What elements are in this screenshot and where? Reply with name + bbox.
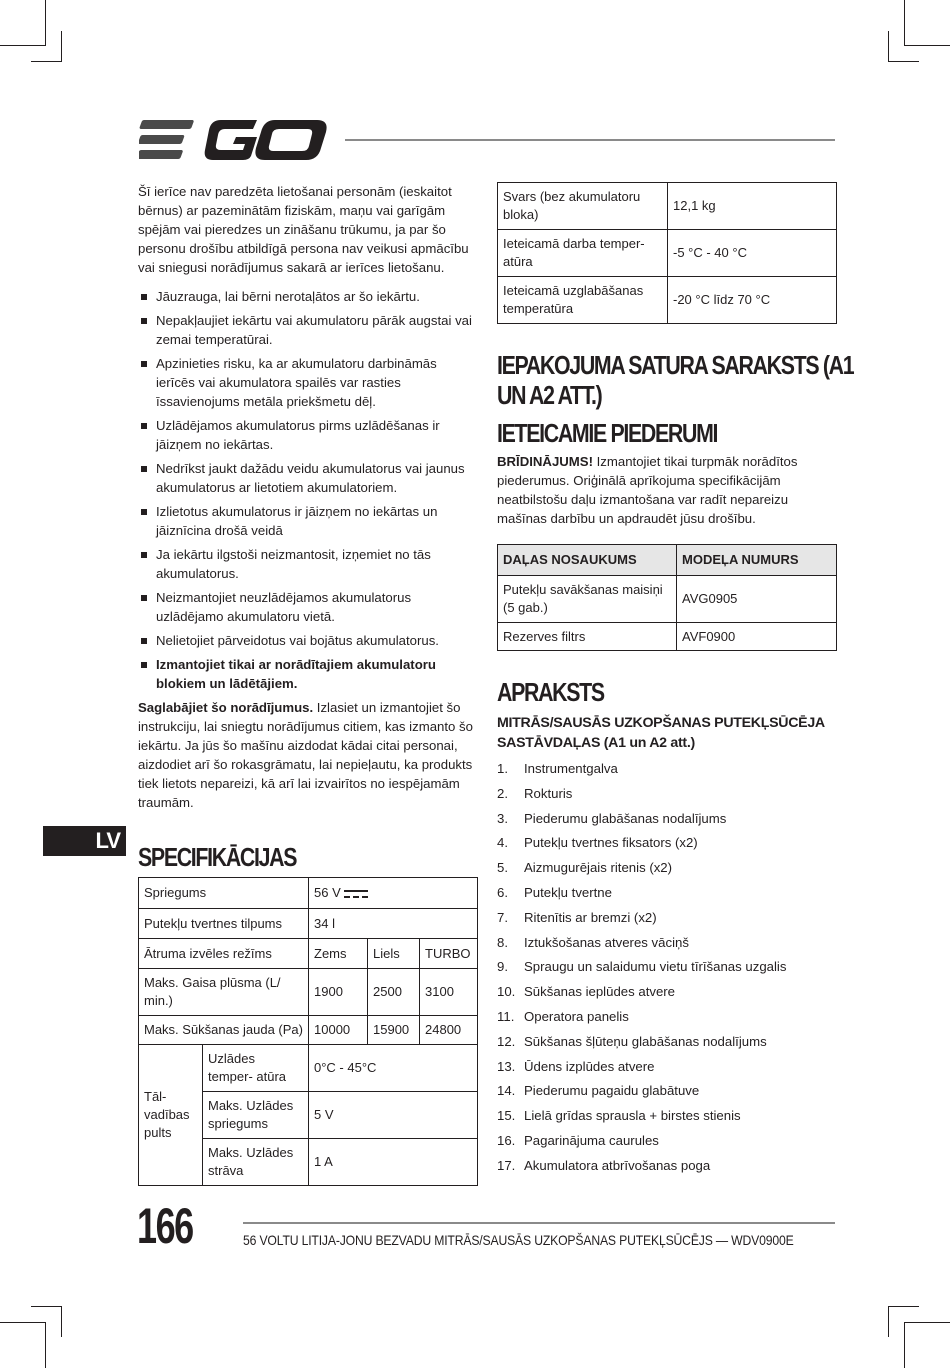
table-row [139, 878, 478, 909]
table-header-row [498, 545, 837, 576]
list-item: 3. Piederumu glabāšanas nodalījums [497, 810, 727, 826]
spec-label: Putekļu tvertnes tilpums [139, 909, 309, 939]
list-item: Jāuzrauga, lai bērni nerotaļātos ar šo iekārtu. [138, 287, 478, 306]
list-item: 13. Ūdens izplūdes atvere [497, 1058, 655, 1074]
list-item: Nelietojiet pārveidotus vai bojātus akumulatorus. [138, 631, 478, 650]
accessories-heading: IETEICAMIE PIEDERUMI [497, 418, 718, 448]
list-item: 17. Akumulatora atbrīvošanas poga [497, 1157, 711, 1173]
spec-value: 1 A [309, 1139, 478, 1186]
bullet-icon [141, 552, 147, 558]
model-number: AVF0900 [677, 623, 837, 651]
table-row [139, 1045, 478, 1092]
list-item: 12. Sūkšanas šļūteņu glabāšanas nodalījums [497, 1033, 767, 1049]
spec-label: Ieteicamā uzglabāšanas temperatūra [498, 277, 668, 324]
spec-value: 0°C - 45°C [309, 1045, 478, 1092]
list-item: 5. Aizmugurējais ritenis (x2) [497, 860, 673, 876]
header-rule [345, 139, 835, 141]
description-subheading: MITRĀS/SAUSĀS UZKOPŠANAS PUTEKĻSŪCĒJA SASTĀVDAĻAS (A1 un A2 att.) [497, 715, 825, 751]
list-item: 2. Rokturis [497, 785, 573, 801]
list-item: 11. Operatora panelis [497, 1008, 629, 1024]
spec-table [138, 877, 478, 1186]
language-tab: LV [43, 826, 126, 856]
table-row [498, 230, 837, 277]
spec-value: 2500 [368, 969, 420, 1016]
spec-value: -20 °C līdz 70 °C [668, 277, 837, 324]
column-header: MODEĻA NUMURS [677, 545, 837, 576]
left-column [138, 182, 478, 1186]
spec-label: Maks. Sūkšanas jauda (Pa) [139, 1016, 309, 1045]
bullet-icon [141, 509, 147, 515]
bullet-icon [141, 318, 147, 324]
list-item: 8. Iztukšošanas atveres vāciņš [497, 934, 689, 950]
bullet-icon [141, 662, 147, 668]
footer-rule [243, 1222, 835, 1224]
safety-list [138, 287, 478, 693]
table-row [139, 909, 478, 939]
save-instructions: Saglabājiet šo norādījumus. Izlasiet un izmantojiet šo instrukciju, lai sniegtu norādījumus citiem, kas izmanto šo iekārtu. Ja jūs šo mašīnu aizdodat kādai citai personai, aizdodiet arī šo rokasgrāmatu, lai nepieļautu, ka produkts tiek lietots nepareizi, kā arī lai izvairītos no iespējamām traumām. [138, 700, 473, 810]
bullet-icon [141, 423, 147, 429]
description-heading: APRAKSTS [497, 677, 604, 707]
list-item-bold: Izmantojiet tikai ar norādītajiem akumulatoru blokiem un lādētājiem. [138, 655, 478, 693]
spec-value: 24800 [420, 1016, 478, 1045]
list-item: 4. Putekļu tvertnes fiksators (x2) [497, 835, 698, 851]
spec-value: 10000 [309, 1016, 368, 1045]
spec-value: TURBO [420, 939, 478, 969]
bullet-icon [141, 638, 147, 644]
part-name: Rezerves filtrs [498, 623, 677, 651]
list-item: 16. Pagarinājuma caurules [497, 1132, 659, 1148]
right-column [497, 182, 854, 1181]
list-item: Ja iekārtu ilgstoši neizmantosit, izņemiet no tās akumulatorus. [138, 545, 478, 583]
spec-table-continued [497, 182, 837, 324]
table-row [498, 277, 837, 324]
list-item: 6. Putekļu tvertne [497, 884, 612, 900]
ego-logo [139, 118, 329, 162]
spec-value: 34 l [309, 909, 478, 939]
model-number: AVG0905 [677, 576, 837, 623]
table-row [498, 576, 837, 623]
spec-value: 12,1 kg [668, 183, 837, 230]
spec-value: -5 °C - 40 °C [668, 230, 837, 277]
spec-value: Zems [309, 939, 368, 969]
bullet-icon [141, 294, 147, 300]
list-item: 15. Lielā grīdas sprausla + birstes stienis [497, 1108, 741, 1124]
spec-label: Ieteicamā darba temper- atūra [498, 230, 668, 277]
warning-paragraph: BRĪDINĀJUMS! Izmantojiet tikai turpmāk norādītos piederumus. Oriģinālā aprīkojuma specifikācijām neatbilstošu daļu izmantošana var radīt nepareizu mašīnas darbību un apdraudēt jūsu drošību. [497, 454, 798, 526]
bullet-icon [141, 466, 147, 472]
spec-label: Tāl- vadības pults [139, 1045, 203, 1186]
list-item: 10. Sūkšanas ieplūdes atvere [497, 984, 676, 1000]
spec-label: Spriegums [139, 878, 309, 909]
package-heading: IEPAKOJUMA SATURA SARAKSTS (A1 UN A2 ATT.) [497, 350, 854, 410]
table-row [498, 623, 837, 651]
spec-value: 15900 [368, 1016, 420, 1045]
list-item: 7. Ritenītis ar bremzi (x2) [497, 909, 657, 925]
bullet-icon [141, 595, 147, 601]
spec-label: Maks. Uzlādes spriegums [203, 1092, 309, 1139]
spec-label: Maks. Uzlādes strāva [203, 1139, 309, 1186]
part-name: Putekļu savākšanas maisiņi (5 gab.) [498, 576, 677, 623]
spec-value: 56 V [309, 878, 478, 909]
footer-text: 56 VOLTU LITIJA-JONU BEZVADU MITRĀS/SAUSĀS UZKOPŠANAS PUTEKĻSŪCĒJS — WDV0900E [243, 1232, 794, 1248]
list-item: Nepakļaujiet iekārtu vai akumulatoru pārāk augstai vai zemai temperatūrai. [138, 311, 478, 349]
page-number: 166 [137, 1198, 193, 1254]
table-row [139, 1016, 478, 1045]
dc-current-icon [344, 888, 368, 900]
spec-heading: SPECIFIKĀCIJAS [138, 842, 297, 872]
column-header: DAĻAS NOSAUKUMS [498, 545, 677, 576]
spec-value: 5 V [309, 1092, 478, 1139]
list-item: Izlietotus akumulatorus ir jāizņem no iekārtas un jāiznīcina drošā veidā [138, 502, 478, 540]
table-row [498, 183, 837, 230]
bullet-icon [141, 361, 147, 367]
spec-label: Maks. Gaisa plūsma (L/ min.) [139, 969, 309, 1016]
list-item: 14. Piederumu pagaidu glabātuve [497, 1083, 700, 1099]
accessory-table [497, 544, 837, 651]
table-row [139, 969, 478, 1016]
spec-label: Uzlādes temper- atūra [203, 1045, 309, 1092]
spec-label: Ātruma izvēles režīms [139, 939, 309, 969]
spec-value: 3100 [420, 969, 478, 1016]
spec-label: Svars (bez akumulatoru bloka) [498, 183, 668, 230]
spec-value: 1900 [309, 969, 368, 1016]
table-row [139, 939, 478, 969]
intro-paragraph: Šī ierīce nav paredzēta lietošanai personām (ieskaitot bērnus) ar pazeminātām fiziskām, maņu vai garīgām spējām vai pieredzes un zināšanu trūkumu, ja par šo personu drošību atbildīgā persona nav veikusi apmācību vai sniegusi norādījumus sakarā ar ierīces lietošanu. [138, 184, 469, 275]
spec-value: Liels [368, 939, 420, 969]
list-item: Neizmantojiet neuzlādējamos akumulatorus uzlādējamo akumulatoru vietā. [138, 588, 478, 626]
list-item: 1. Instrumentgalva [497, 761, 618, 776]
parts-list [497, 759, 837, 1175]
list-item: Apzinieties risku, ka ar akumulatoru darbināmās ierīcēs vai akumulatora spailēs var rasties īssavienojums metāla priekšmetu dēļ. [138, 354, 478, 411]
list-item: 9. Spraugu un salaidumu vietu tīrīšanas uzgalis [497, 959, 787, 975]
list-item: Nedrīkst jaukt dažādu veidu akumulatorus vai jaunus akumulatorus ar lietotiem akumulatoriem. [138, 459, 478, 497]
list-item: Uzlādējamos akumulatorus pirms uzlādēšanas ir jāizņem no iekārtas. [138, 416, 478, 454]
